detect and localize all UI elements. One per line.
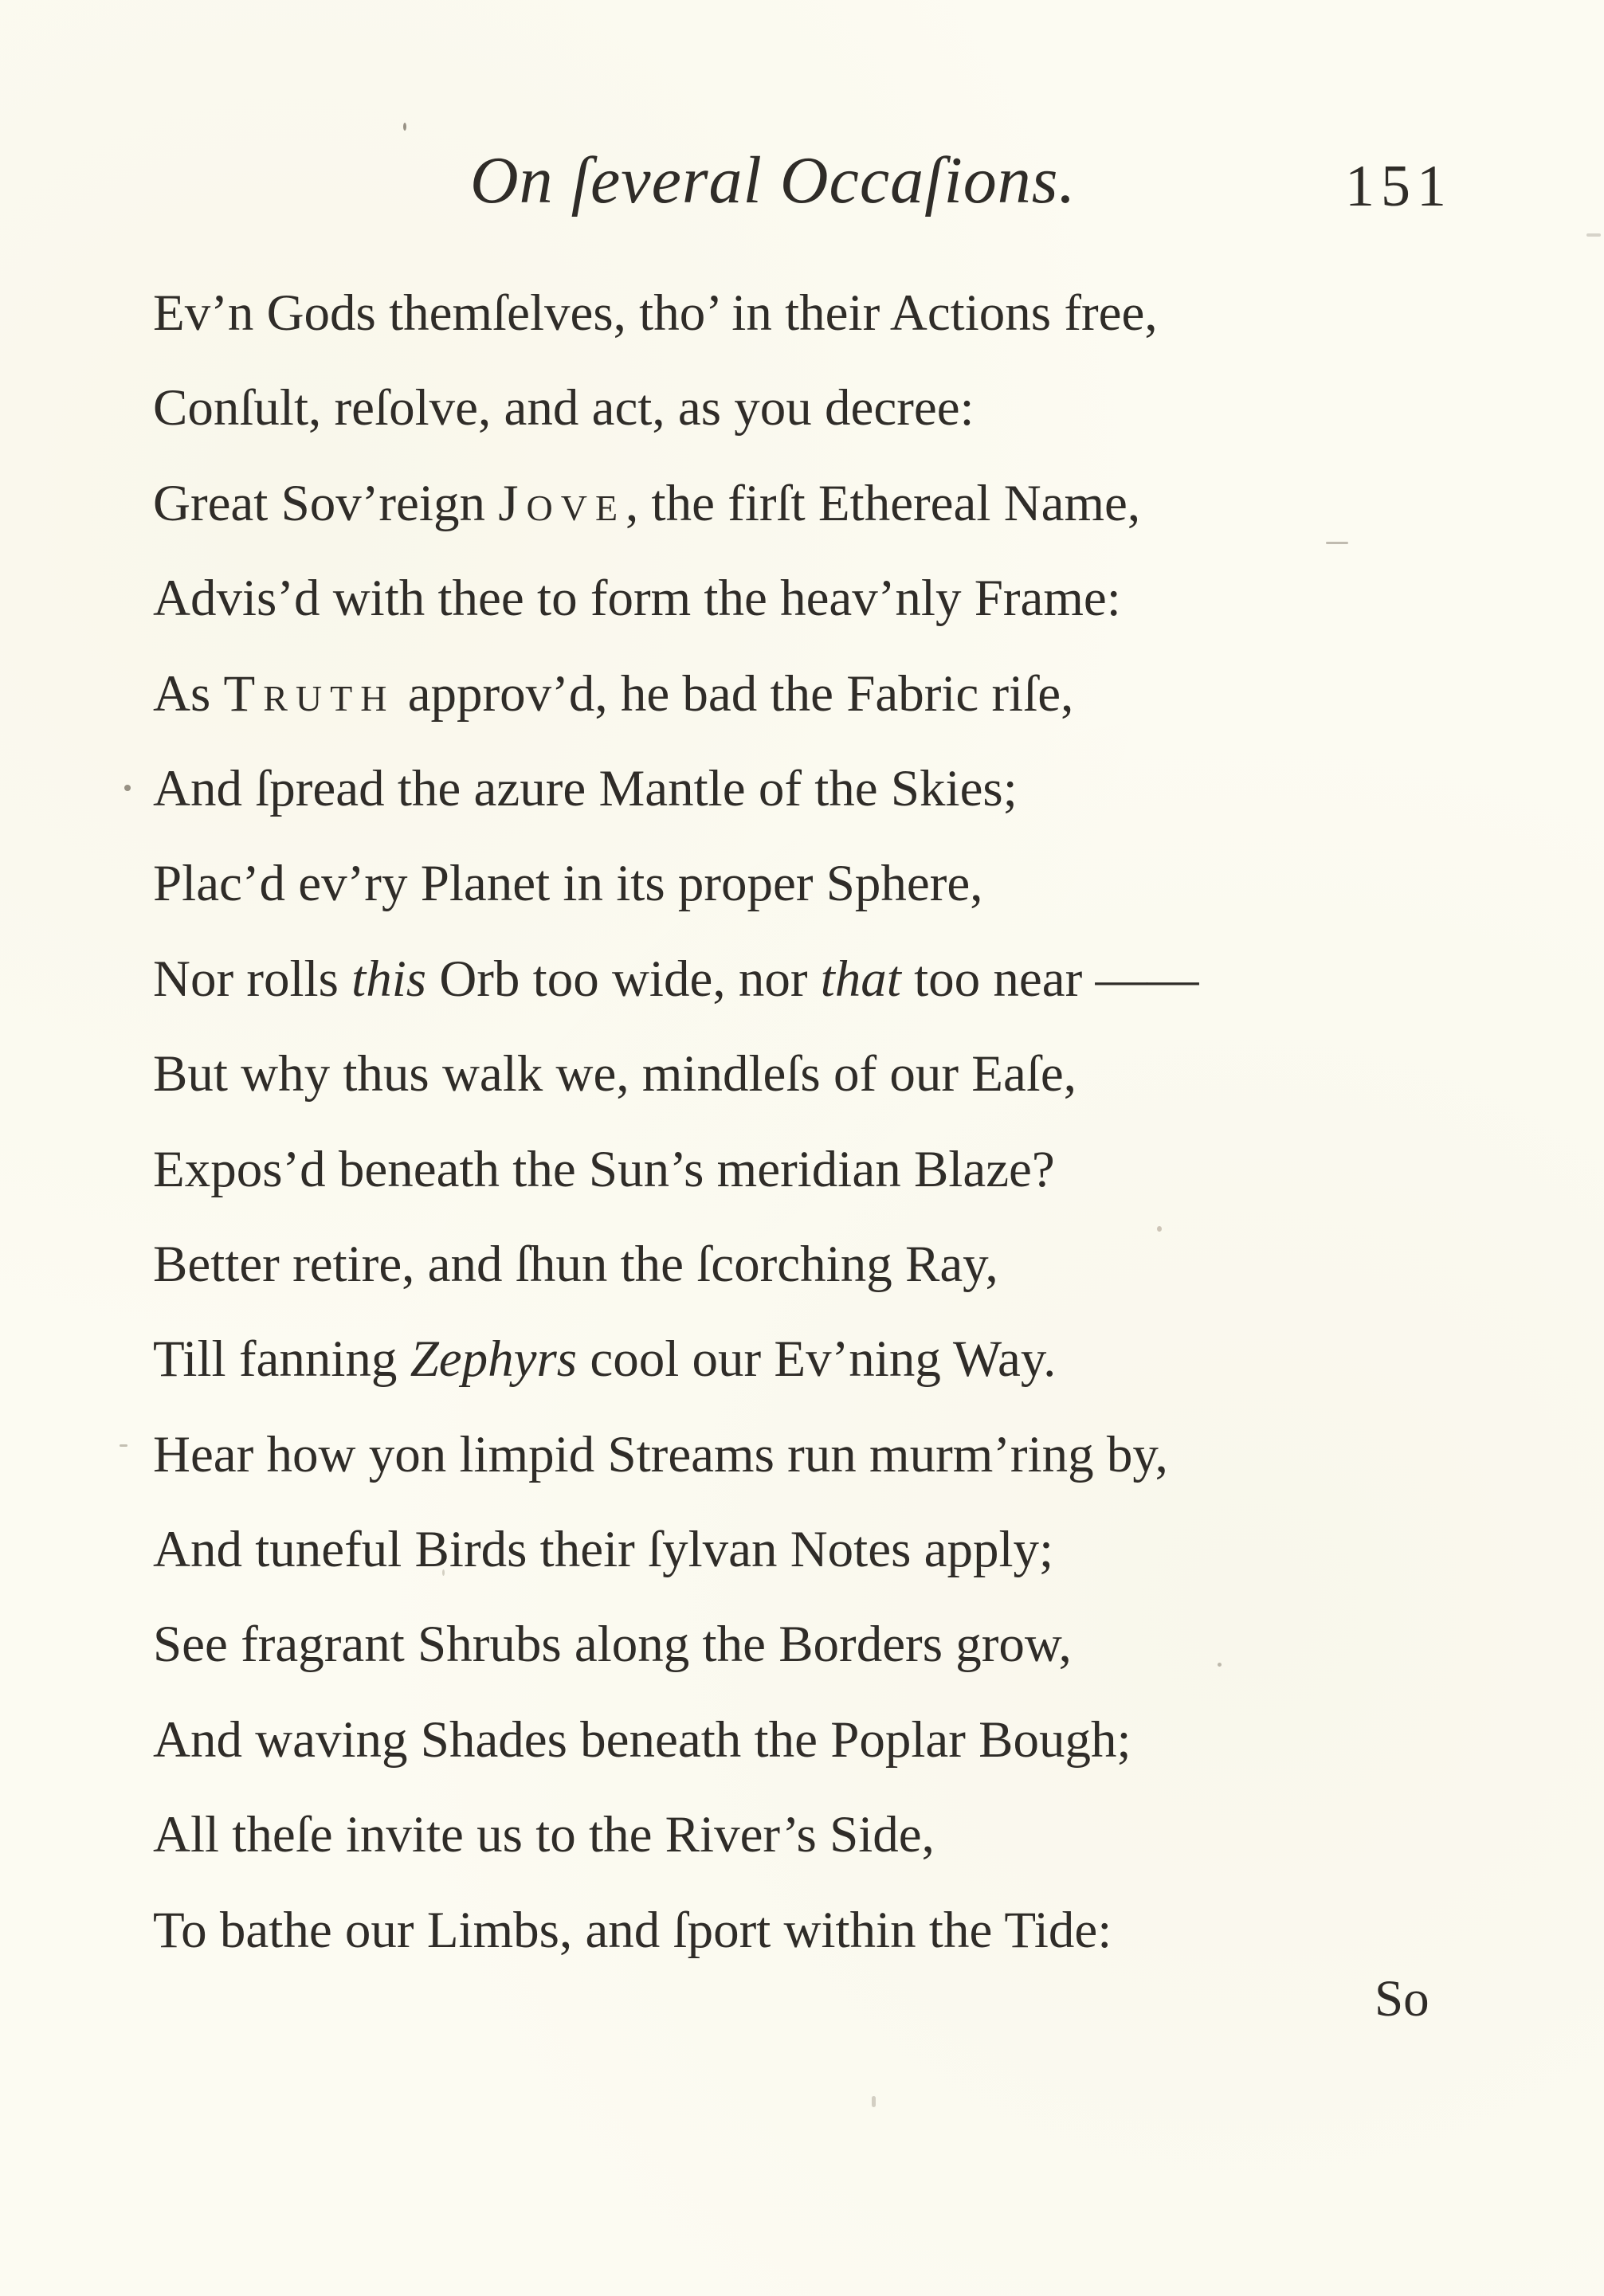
poem-line-part: Jove xyxy=(498,474,626,532)
poem-line xyxy=(153,1408,1404,1503)
poem-line xyxy=(153,837,1404,931)
poem-line-part: And waving Shades beneath the Poplar Bough; xyxy=(153,1710,1131,1769)
poem-line xyxy=(153,647,1404,742)
poem-line-part: But why thus walk we, mindleſs of our Eaſe, xyxy=(153,1045,1077,1103)
poem-line-part: Till fanning xyxy=(153,1330,410,1389)
poem-line-part: Truth xyxy=(223,664,395,723)
poem-line-part: this xyxy=(351,950,427,1008)
paper-speck xyxy=(1326,542,1348,544)
running-head: On ſeveral Occaſions. xyxy=(470,143,1077,217)
catchword: So xyxy=(1375,1970,1429,2028)
poem-line-part: cool our Ev’ning Way. xyxy=(577,1330,1057,1389)
poem-line xyxy=(153,1123,1404,1217)
paper-speck xyxy=(1218,1663,1222,1667)
poem-line-part: To bathe our Limbs, and ſport within the Tide: xyxy=(153,1901,1112,1959)
poem-line-part: Conſult, reſolve, and act, as you decree: xyxy=(153,379,975,437)
poem-line-part: Advis’d with thee to form the heav’nly Frame: xyxy=(153,570,1121,628)
poem-text xyxy=(153,266,1404,1978)
paper-speck xyxy=(120,1444,127,1447)
paper-speck xyxy=(124,785,131,791)
poem-line xyxy=(153,1788,1404,1883)
poem-line xyxy=(153,551,1404,646)
poem-line xyxy=(153,742,1404,837)
poem-line-part: Orb too wide, nor xyxy=(426,950,821,1008)
paper-speck xyxy=(1157,1226,1162,1232)
paper-speck xyxy=(442,1569,445,1576)
poem-line xyxy=(153,1217,1404,1312)
poem-line-part: , the firſt Ethereal Name, xyxy=(626,474,1141,532)
poem-line xyxy=(153,361,1404,456)
poem-line-part: Plac’d ev’ry Planet in its proper Sphere, xyxy=(153,855,983,913)
poem-line-part: too near —— xyxy=(900,950,1199,1008)
poem-line xyxy=(153,1027,1404,1122)
poem-line-part: And ſpread the azure Mantle of the Skies; xyxy=(153,759,1018,817)
poem-line-part: All theſe invite us to the River’s Side, xyxy=(153,1806,935,1864)
poem-line-part: that xyxy=(820,950,901,1008)
poem-line-part: Zephyrs xyxy=(410,1330,578,1389)
poem-line xyxy=(153,456,1404,551)
poem-line-part: Great Sov’reign xyxy=(153,474,499,532)
page-number: 151 xyxy=(1345,154,1453,219)
poem-line xyxy=(153,266,1404,361)
poem-line-part: Better retire, and ſhun the ſcorching Ray, xyxy=(153,1235,998,1293)
paper-speck xyxy=(872,2096,876,2107)
paper-speck xyxy=(403,123,406,131)
poem-line xyxy=(153,1883,1404,1978)
poem-line-part: As xyxy=(153,664,224,723)
poem-line-part: And tuneful Birds their ſylvan Notes apply; xyxy=(153,1521,1054,1579)
poem-line-part: Hear how yon limpid Streams run murm’ring by, xyxy=(153,1425,1168,1483)
poem-line-part: Ev’n Gods themſelves, tho’ in their Actions free, xyxy=(153,284,1158,342)
poem-line-part: approv’d, he bad the Fabric riſe, xyxy=(394,664,1074,723)
poem-line xyxy=(153,932,1404,1027)
poem-line xyxy=(153,1312,1404,1407)
poem-line xyxy=(153,1503,1404,1597)
poem-line-part: Nor rolls xyxy=(153,950,352,1008)
poem-line xyxy=(153,1597,1404,1692)
poem-line-part: See fragrant Shrubs along the Borders grow, xyxy=(153,1616,1072,1674)
poem-line xyxy=(153,1693,1404,1788)
poem-line-part: Expos’d beneath the Sun’s meridian Blaze? xyxy=(153,1140,1055,1198)
paper-speck xyxy=(1586,233,1601,237)
